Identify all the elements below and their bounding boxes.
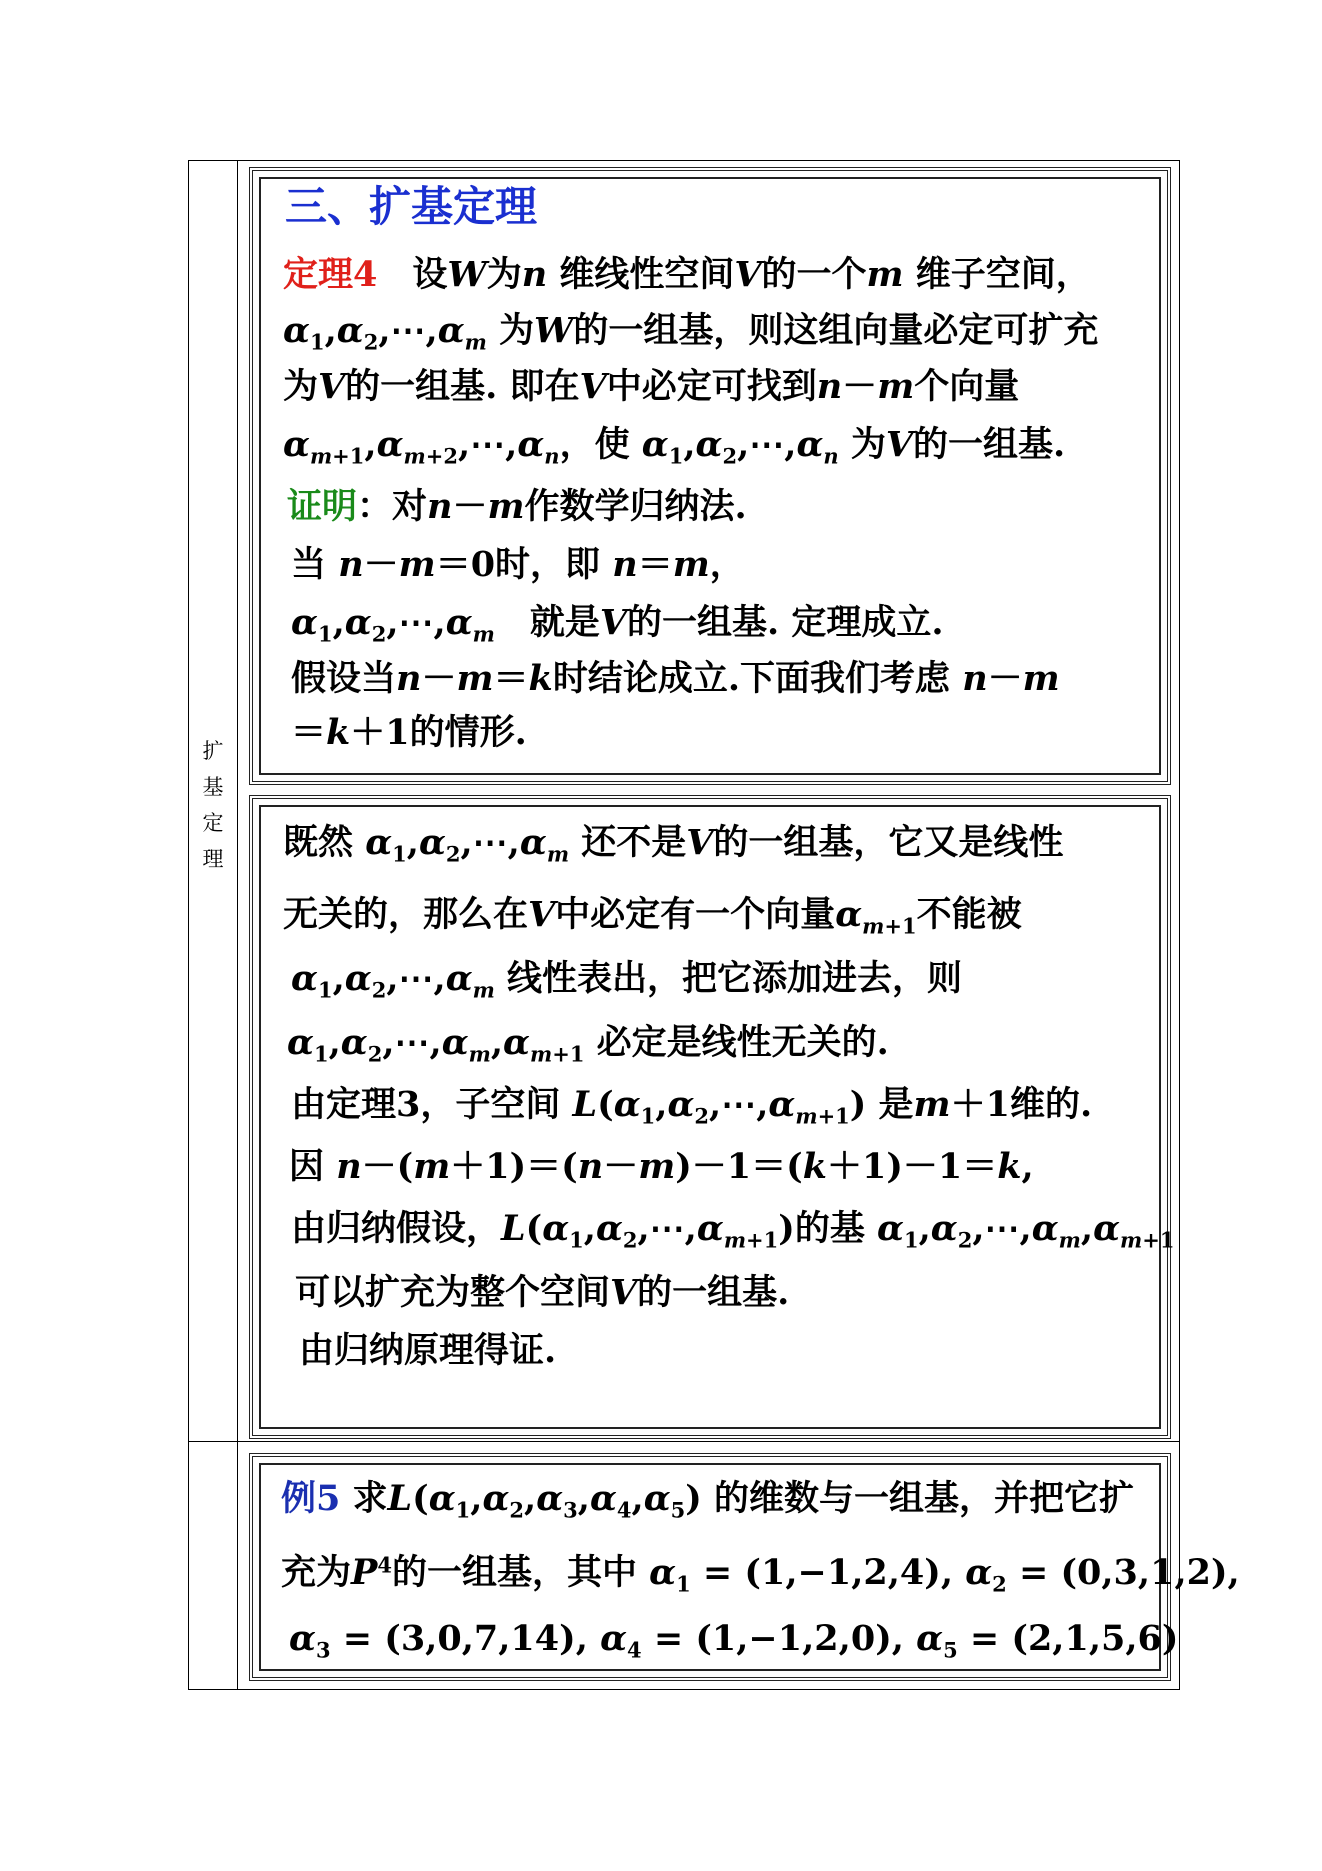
- proof2-line-5: 由定理3，子空间 $L(\alpha_1,\alpha_2,\cdots,\alpha_{m+1})$ 是m＋1维的.: [291, 1084, 1093, 1129]
- proof2-line-3: $\alpha_1,\alpha_2,\cdots,\alpha_m$ 线性表出，把它添加进去，则: [291, 958, 963, 1003]
- theorem-line-2: $\alpha_1,\alpha_2,\cdots,\alpha_m$ 为W的一组基，则这组向量必定可扩充: [283, 310, 1099, 355]
- proof2-line-6: 因 n－(m＋1)＝(n－m)－1＝(k＋1)－1＝k,: [289, 1146, 1034, 1187]
- theorem-frame: [249, 167, 1171, 785]
- document-table: [188, 160, 1240, 1690]
- proof-continuation-frame: [249, 795, 1175, 1439]
- proof-label: 证明: [287, 486, 358, 527]
- side-label-char: 定: [202, 811, 224, 835]
- example-label: 例5: [281, 1478, 341, 1519]
- theorem-line-3: 为V的一组基. 即在V中必定可找到n－m个向量: [283, 366, 1020, 407]
- proof-line-5: ＝k＋1的情形.: [291, 712, 527, 753]
- theorem-line-1: 定理4 设W为n 维线性空间V的一个m 维子空间，: [283, 254, 1091, 295]
- example-line-2: 充为$P^4$的一组基，其中 $\alpha_1 = (1,-1,2,4)$, $\alpha_2 = (0,3,1,2)$,: [281, 1552, 1240, 1597]
- side-label-char: 理: [202, 847, 224, 871]
- example-frame: [249, 1453, 1240, 1681]
- section-title: 三、扩基定理: [285, 182, 538, 231]
- row-divider: [189, 1441, 1179, 1442]
- proof-line-2: 当 n－m＝0时，即 n＝m，: [291, 544, 745, 585]
- proof2-line-7: 由归纳假设，$L(\alpha_1,\alpha_2,\cdots,\alpha_{m+1})$的基 $\alpha_1,\alpha_2,\cdots,\alpha_m,\alpha_{m+1}$: [291, 1208, 1175, 1253]
- theorem-line-4: $\alpha_{m+1},\alpha_{m+2},\cdots,\alpha_n$，使 $\alpha_1,\alpha_2,\cdots,\alpha_n$ 为V的一组基.: [283, 424, 1066, 469]
- proof2-line-9: 由归纳原理得证.: [299, 1330, 557, 1371]
- side-label-char: 基: [202, 775, 224, 799]
- proof-line-4: 假设当n－m＝k时结论成立.下面我们考虑 n－m: [291, 658, 1060, 699]
- proof2-line-8: 可以扩充为整个空间V的一组基.: [295, 1272, 790, 1313]
- theorem-label: 定理4: [283, 254, 378, 295]
- column-divider: [237, 161, 238, 1689]
- proof-line-1: 证明：对n－m作数学归纳法.: [287, 486, 747, 527]
- example-line-1: 例5 求$L(\alpha_1,\alpha_2,\alpha_3,\alpha_4,\alpha_5)$ 的维数与一组基，并把它扩: [281, 1478, 1135, 1523]
- proof-line-3: $\alpha_1,\alpha_2,\cdots,\alpha_m$ 就是V的一组基. 定理成立.: [291, 602, 944, 647]
- example-line-3: $\alpha_3 = (3,0,7,14)$, $\alpha_4 = (1,-1,2,0)$, $\alpha_5 = (2,1,5,6)$: [289, 1618, 1179, 1663]
- proof2-line-1: 既然 $\alpha_1,\alpha_2,\cdots,\alpha_m$ 还不是V的一组基，它又是线性: [283, 822, 1064, 867]
- proof2-line-4: $\alpha_1,\alpha_2,\cdots,\alpha_m,\alpha_{m+1}$ 必定是线性无关的.: [287, 1022, 889, 1067]
- side-label-char: 扩: [202, 739, 224, 763]
- proof2-line-2: 无关的，那么在V中必定有一个向量$\alpha_{m+1}$不能被: [283, 894, 1022, 939]
- side-label: [189, 733, 237, 877]
